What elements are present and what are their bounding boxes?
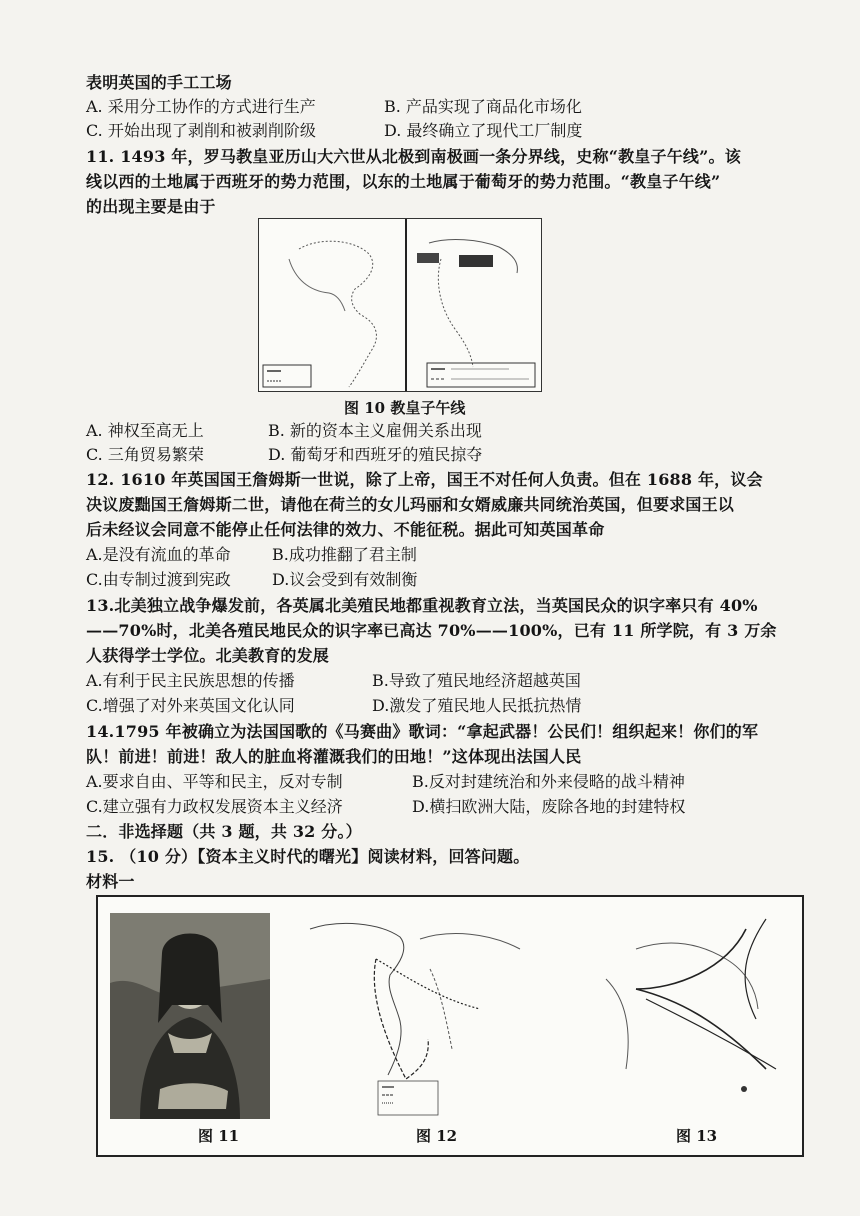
figure-12-caption: 图 12 — [416, 1127, 458, 1145]
q14-option-a: A.要求自由、平等和民主，反对专制 — [86, 772, 343, 791]
q10-option-b: B. 产品实现了商品化市场化 — [384, 97, 582, 116]
q13-option-d: D.激发了殖民地人民抵抗热情 — [372, 696, 582, 715]
figure-13-caption: 图 13 — [676, 1127, 718, 1145]
map-figure-12 — [280, 909, 542, 1119]
material-1-figures — [96, 895, 804, 1157]
mona-lisa-painting — [110, 913, 270, 1119]
q11-option-b: B. 新的资本主义雇佣关系出现 — [268, 421, 482, 440]
papal-line-map — [258, 218, 542, 392]
q13-option-a: A.有利于民主民族思想的传播 — [86, 671, 295, 690]
map-figure-13 — [576, 909, 796, 1119]
q14-option-d: D.横扫欧洲大陆，废除各地的封建特权 — [412, 797, 686, 816]
material-1-label: 材料一 — [86, 872, 135, 891]
q14-line-2: 队！前进！前进！敌人的脏血将灌溉我们的田地！”这体现出法国人民 — [86, 747, 582, 766]
q13-option-b: B.导致了殖民地经济超越英国 — [372, 671, 581, 690]
q11-option-a: A. 神权至高无上 — [86, 421, 204, 440]
q12-line-2: 决议废黜国王詹姆斯二世，请他在荷兰的女儿玛丽和女婿威廉共同统治英国，但要求国王以 — [86, 495, 735, 514]
q12-option-d: D.议会受到有效制衡 — [272, 570, 418, 589]
q10-option-a: A. 采用分工协作的方式进行生产 — [86, 97, 316, 116]
q11-option-c: C. 三角贸易繁荣 — [86, 445, 204, 464]
q13-option-c: C.增强了对外来英国文化认同 — [86, 696, 295, 715]
q12-option-a: A.是没有流血的革命 — [86, 545, 231, 564]
q11-line-1: 11. 1493 年，罗马教皇亚历山大六世从北极到南极画一条分界线，史称“教皇子午线”。该 — [86, 147, 741, 166]
q15-stem: 15. （10 分）【资本主义时代的曙光】阅读材料，回答问题。 — [86, 847, 530, 866]
q12-option-b: B.成功推翻了君主制 — [272, 545, 417, 564]
q10-option-c: C. 开始出现了剥削和被剥削阶级 — [86, 121, 316, 140]
q13-line-1: 13.北美独立战争爆发前，各英属北美殖民地都重视教育立法，当英国民众的识字率只有 40% — [86, 596, 758, 615]
voyage-routes-map — [280, 909, 542, 1119]
q10-stem-tail: 表明英国的手工工场 — [86, 73, 232, 92]
q14-line-1: 14.1795 年被确立为法国国歌的《马赛曲》歌词：“拿起武器！公民们！组织起来！你们的军 — [86, 722, 759, 741]
q13-line-3: 人获得学士学位。北美教育的发展 — [86, 646, 330, 665]
q11-line-2: 线以西的土地属于西班牙的势力范围，以东的土地属于葡萄牙的势力范围。“教皇子午线” — [86, 172, 721, 191]
q11-option-d: D. 葡萄牙和西班牙的殖民掠夺 — [268, 445, 483, 464]
trade-routes-map — [576, 909, 796, 1119]
q13-line-2: ——70%时，北美各殖民地民众的识字率已高达 70%——100%，已有 11 所学院，有 3 万余 — [86, 621, 777, 640]
q11-line-3: 的出现主要是由于 — [86, 197, 216, 216]
figure-11-caption: 图 11 — [198, 1127, 240, 1145]
q14-option-c: C.建立强有力政权发展资本主义经济 — [86, 797, 343, 816]
q12-option-c: C.由专制过渡到宪政 — [86, 570, 231, 589]
world-map-sketch — [259, 219, 541, 391]
figure-10-caption: 图 10 教皇子午线 — [344, 399, 466, 417]
q12-line-1: 12. 1610 年英国国王詹姆斯一世说，除了上帝，国王不对任何人负责。但在 1688 年，议会 — [86, 470, 763, 489]
section-2-heading: 二．非选择题（共 3 题，共 32 分。） — [86, 822, 362, 841]
q10-option-d: D. 最终确立了现代工厂制度 — [384, 121, 583, 140]
q14-option-b: B.反对封建统治和外来侵略的战斗精神 — [412, 772, 685, 791]
q12-line-3: 后未经议会同意不能停止任何法律的效力、不能征税。据此可知英国革命 — [86, 520, 605, 539]
portrait-image — [110, 913, 270, 1119]
